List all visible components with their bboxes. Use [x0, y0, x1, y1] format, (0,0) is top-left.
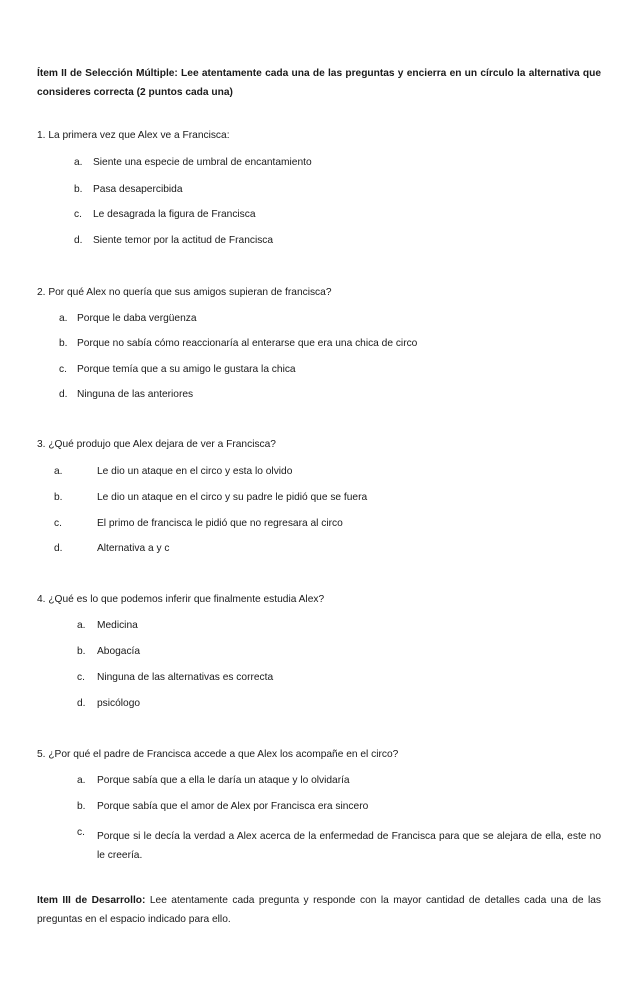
option-text: Le dio un ataque en el circo y su padre le pidió que se fuera: [97, 492, 368, 503]
question-2: 2. Por qué Alex no quería que sus amigos supieran de francisca?: [37, 287, 332, 298]
item-iii-block: [37, 891, 601, 929]
option-letter: d.: [59, 389, 68, 400]
option-letter: a.: [77, 775, 86, 786]
option-letter: c.: [74, 209, 82, 220]
option-text: Porque sabía que a ella le daría un ataque y lo olvidaría: [97, 775, 350, 786]
option-letter: a.: [54, 466, 63, 477]
option-text: Pasa desapercibida: [93, 184, 183, 195]
option-text: Le dio un ataque en el circo y esta lo olvido: [97, 466, 293, 477]
option-letter: a.: [74, 157, 83, 168]
option-text: Abogacía: [97, 646, 141, 657]
question-4: 4. ¿Qué es lo que podemos inferir que finalmente estudia Alex?: [37, 594, 325, 605]
option-letter: b.: [54, 492, 63, 503]
option-text: Siente temor por la actitud de Francisca: [93, 235, 274, 246]
option-letter: d.: [74, 235, 83, 246]
option-letter: b.: [77, 646, 86, 657]
question-5: 5. ¿Por qué el padre de Francisca accede a que Alex los acompañe en el circo?: [37, 749, 399, 760]
option-letter: d.: [77, 698, 86, 709]
item-iii-instructions: Lee atentamente cada pregunta y responde con la mayor cantidad de detalles cada una de las preguntas en el espacio indicado para ello.: [37, 895, 601, 925]
option-letter: c.: [77, 827, 85, 838]
option-text: El primo de francisca le pidió que no regresara al circo: [97, 518, 343, 529]
option-text: Porque sabía que el amor de Alex por Francisca era sincero: [97, 801, 369, 812]
question-3: 3. ¿Qué produjo que Alex dejara de ver a Francisca?: [37, 439, 276, 450]
item-iii-label: Item III de Desarrollo:: [37, 895, 146, 906]
option-text: Ninguna de las alternativas es correcta: [97, 672, 274, 683]
option-letter: d.: [54, 543, 63, 554]
option-text: Medicina: [97, 620, 138, 631]
option-text: psicólogo: [97, 698, 141, 709]
option-text: Siente una especie de umbral de encantamiento: [93, 157, 312, 168]
option-letter: c.: [59, 364, 67, 375]
option-text: Alternativa a y c: [97, 543, 170, 554]
option-letter: b.: [74, 184, 83, 195]
item-ii-heading: Ítem II de Selección Múltiple: Lee atentamente cada una de las preguntas y encierra en un círculo la alternativa que consideres correcta (2 puntos cada una): [37, 68, 601, 98]
option-letter: b.: [59, 338, 68, 349]
option-text: Le desagrada la figura de Francisca: [93, 209, 256, 220]
option-letter: b.: [77, 801, 86, 812]
option-letter: c.: [77, 672, 85, 683]
option-text: Ninguna de las anteriores: [77, 389, 194, 400]
question-1: 1. La primera vez que Alex ve a Francisca:: [37, 130, 230, 141]
option-text: Porque le daba vergüenza: [77, 313, 197, 324]
option-text: Porque no sabía cómo reaccionaría al enterarse que era una chica de circo: [77, 338, 418, 349]
option-text: Porque temía que a su amigo le gustara la chica: [77, 364, 296, 375]
option-letter: c.: [54, 518, 62, 529]
option-text: Porque si le decía la verdad a Alex acerca de la enfermedad de Francisca para que se alejara de ella, este no le creería.: [97, 831, 601, 861]
option-letter: a.: [77, 620, 86, 631]
option-letter: a.: [59, 313, 68, 324]
